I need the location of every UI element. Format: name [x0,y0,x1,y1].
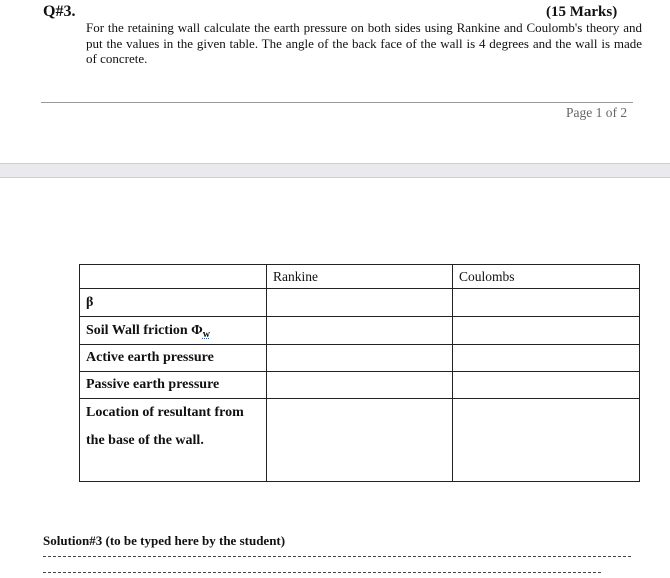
table-row [80,399,640,482]
table-header-rankine: Rankine [267,265,453,289]
table-row [80,317,640,345]
cell-resultant-rankine[interactable] [267,399,453,482]
cell-resultant-coulombs[interactable] [453,399,640,482]
cell-active-coulombs[interactable] [453,345,640,372]
table-row [80,345,640,372]
row-label-beta: β [80,289,267,317]
question-number: Q#3. [43,3,76,20]
row-label-active-pressure: Active earth pressure [80,345,267,372]
table-header-row [80,265,640,289]
cell-beta-rankine[interactable] [267,289,453,317]
question-marks: (15 Marks) [546,4,618,20]
table-header-coulombs: Coulombs [453,265,640,289]
table-row [80,372,640,399]
row-label-passive-pressure: Passive earth pressure [80,372,267,399]
question-prompt: For the retaining wall calculate the earth pressure on both sides using Rankine and Coulomb's theory and put the values in the given table. The angle of the back face of the wall is 4 degrees and the wall is made of concrete. [86,20,642,66]
cell-active-rankine[interactable] [267,345,453,372]
page-indicator: Page 1 of 2 [566,105,628,120]
row-label-soil-wall-friction [80,317,267,345]
answer-line[interactable] [43,572,601,573]
cell-friction-rankine[interactable] [267,317,453,345]
results-table [79,264,640,482]
cell-friction-coulombs[interactable] [453,317,640,345]
answer-line[interactable] [43,556,631,557]
row-label-text: Soil Wall friction Φ [86,322,203,338]
cell-passive-coulombs[interactable] [453,372,640,399]
table-row [80,289,640,317]
row-label-subscript: w [202,328,210,340]
row-label-resultant-location: Location of resultant from the base of the wall. [80,399,267,482]
page-break [0,163,670,178]
page-footer-rule [41,102,633,103]
cell-passive-rankine[interactable] [267,372,453,399]
cell-beta-coulombs[interactable] [453,289,640,317]
table-header-blank [80,265,267,289]
solution-heading: Solution#3 (to be typed here by the student) [43,533,286,548]
